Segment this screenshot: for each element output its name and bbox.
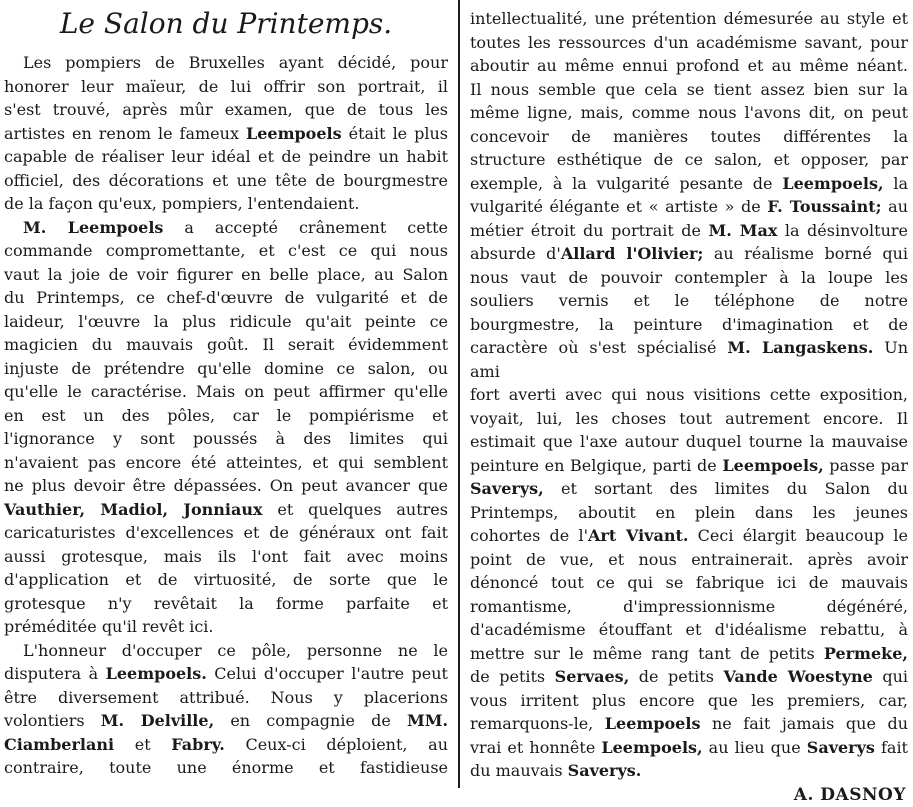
text-run: passe par xyxy=(823,455,908,475)
emphasized-name: F. Toussaint; xyxy=(767,197,882,216)
text-run: souliers vernis et le téléphone de notre xyxy=(470,291,908,310)
text-run: contraire, toute une énorme et fastidieuse xyxy=(4,758,448,777)
text-line xyxy=(4,239,448,263)
text-run: a accepté crânement cette xyxy=(163,217,449,237)
text-run: intellectualité, une prétention démesurée au style et xyxy=(470,9,908,28)
text-run: au lieu que xyxy=(702,737,807,757)
emphasized-name: M. Max xyxy=(708,220,778,240)
emphasized-name: M. Langaskens. xyxy=(727,338,874,357)
text-run: L'honneur d'occuper ce pôle, personne ne le xyxy=(23,640,448,660)
text-run: commande compromettante, et c'est ce qui nous xyxy=(4,241,448,260)
text-run: s'est trouvé, après mûr examen, que de tous les xyxy=(4,100,448,119)
text-line xyxy=(470,524,908,548)
text-run: fait xyxy=(874,737,908,757)
text-line xyxy=(4,169,448,193)
text-run: vulgarité élégante et « artiste » de xyxy=(470,197,768,216)
text-line xyxy=(470,501,908,525)
text-line xyxy=(470,689,908,713)
text-run: bourgmestre, la peinture d'imagination et de xyxy=(470,314,908,334)
text-line xyxy=(4,521,448,545)
text-line xyxy=(470,477,908,501)
emphasized-name: Saverys xyxy=(806,737,875,757)
text-line xyxy=(4,733,448,757)
text-line xyxy=(4,474,448,498)
text-run: Il nous semble que cela se tient assez bien sur la xyxy=(470,79,908,99)
emphasized-name: Leempoels, xyxy=(782,173,884,193)
text-run: nous vaut de pouvoir contempler à la loupe les xyxy=(470,267,908,287)
text-line xyxy=(470,195,908,219)
text-line xyxy=(4,286,448,310)
text-run: caricaturistes d'excellences et de généraux ont fait xyxy=(4,523,448,542)
text-line xyxy=(4,310,448,334)
text-run: exemple, à la vulgarité pesante de xyxy=(470,173,783,193)
text-run: peinture en Belgique, parti de xyxy=(470,455,723,475)
text-line xyxy=(470,759,908,783)
text-line xyxy=(4,75,448,99)
text-line xyxy=(470,266,908,290)
text-run: honorer leur maïeur, de lui offrir son portrait, il xyxy=(4,76,448,96)
text-run: n'avaient pas encore été atteintes, et qui semblent xyxy=(4,452,448,472)
text-run: être diversement attribué. Nous y placerions xyxy=(4,687,448,707)
text-run: disputera à xyxy=(4,664,106,683)
emphasized-name: Allard l'Olivier; xyxy=(560,244,704,263)
text-line xyxy=(470,7,908,31)
text-line xyxy=(470,289,908,313)
text-run: Printemps, aboutit en plein dans les jeunes xyxy=(470,502,908,522)
text-line xyxy=(470,78,908,102)
text-line xyxy=(4,216,448,240)
text-line xyxy=(470,571,908,595)
text-line xyxy=(470,31,908,55)
text-run: et sortant des limites du Salon du xyxy=(543,479,908,498)
text-line xyxy=(470,430,908,454)
text-line xyxy=(4,545,448,569)
text-run: était le plus xyxy=(341,123,448,143)
text-run: au réalisme borné qui xyxy=(703,244,908,263)
emphasized-name: Vande Woestyne xyxy=(723,667,873,686)
emphasized-name: Art Vivant. xyxy=(588,526,689,545)
text-line xyxy=(470,665,908,689)
text-run: de petits xyxy=(629,667,724,686)
text-line xyxy=(470,383,908,407)
text-run: en compagnie de xyxy=(214,711,408,730)
emphasized-name: M. Delville, xyxy=(100,711,215,730)
text-run: dénoncé tout ce qui se fabrique ici de mauvais xyxy=(470,573,908,592)
emphasized-name: Vauthier, Madiol, Jonniaux xyxy=(4,499,263,519)
text-line xyxy=(4,145,448,169)
text-line xyxy=(4,357,448,381)
text-run: Un ami xyxy=(470,338,908,381)
text-run: injuste de prétendre qu'elle domine ce salon, ou xyxy=(4,358,448,378)
text-run: même ligne, mais, comme nous l'avons dit, on peut xyxy=(470,103,908,122)
text-run: aboutir au même ennui profond et au même néant. xyxy=(470,56,908,75)
text-line xyxy=(470,618,908,642)
text-line xyxy=(470,101,908,125)
text-run: la xyxy=(883,173,908,193)
text-run: vous irritent plus encore que les premiers, car, xyxy=(470,690,908,710)
text-run: magicien du mauvais goût. Il serait évidemment xyxy=(4,335,448,354)
text-line xyxy=(470,712,908,736)
text-line xyxy=(4,404,448,428)
text-run: estimait que l'axe autour duquel tourne la mauvaise xyxy=(470,432,908,451)
text-run: laideur, l'œuvre la plus ridicule qu'ait peinte ce xyxy=(4,311,448,331)
text-run: mettre sur le même rang tant de petits xyxy=(470,643,824,663)
text-line xyxy=(470,148,908,172)
text-line xyxy=(470,336,908,383)
text-run: fort averti avec qui nous visitions cette exposition, xyxy=(470,385,908,404)
emphasized-name: Fabry. xyxy=(171,734,225,754)
right-column xyxy=(460,0,913,805)
text-line xyxy=(4,451,448,475)
left-column-text xyxy=(4,51,448,780)
text-run: d'académisme étouffant et d'idéalisme rebattu, à xyxy=(470,620,908,639)
text-line xyxy=(4,380,448,404)
text-line xyxy=(4,192,448,216)
text-run: ne fait jamais que du xyxy=(700,714,908,733)
text-run: du mauvais xyxy=(470,761,568,780)
text-run: romantisme, d'impressionnisme dégénéré, xyxy=(470,596,908,616)
emphasized-name: Leempoels xyxy=(245,123,342,143)
text-line xyxy=(4,709,448,733)
text-run: au xyxy=(881,197,909,216)
text-run: voyait, lui, les choses tout autrement encore. Il xyxy=(470,408,908,428)
text-run: Les pompiers de Bruxelles ayant décidé, pour xyxy=(23,53,448,72)
text-line xyxy=(4,263,448,287)
text-line xyxy=(470,548,908,572)
text-run: de la façon qu'eux, pompiers, l'entendaient. xyxy=(4,194,360,213)
text-run: et xyxy=(114,734,172,754)
text-run: aussi grotesque, mais ils l'ont fait avec moins xyxy=(4,546,448,566)
text-line xyxy=(4,662,448,686)
text-run: de petits xyxy=(470,667,555,686)
text-line xyxy=(4,639,448,663)
text-run: toutes les ressources d'un académisme savant, pour xyxy=(470,32,908,52)
text-run: d'application et de virtuosité, de sorte que le xyxy=(4,570,448,589)
emphasized-name: Leempoels, xyxy=(601,737,703,757)
text-run: absurde d' xyxy=(470,244,561,263)
text-run: en est un des pôles, car le pompiérisme et xyxy=(4,405,448,425)
emphasized-name: Ciamberlani xyxy=(4,734,115,754)
text-line xyxy=(4,98,448,122)
text-run: du Printemps, ce chef-d'œuvre de vulgarité et de xyxy=(4,288,448,307)
text-run: grotesque n'y revêtait la forme parfaite et xyxy=(4,593,448,613)
paragraph xyxy=(4,51,448,216)
text-line xyxy=(4,51,448,75)
text-line xyxy=(470,313,908,337)
text-run: capable de réaliser leur idéal et de peindre un habit xyxy=(4,147,448,166)
emphasized-name: Permeke, xyxy=(823,643,908,663)
text-run: point de vue, et nous entrainerait. après avoir xyxy=(470,549,908,569)
text-line xyxy=(470,219,908,243)
paragraph xyxy=(4,639,448,780)
article-title: Le Salon du Printemps. xyxy=(59,7,393,40)
text-run: officiel, des décorations et une tête de bourgmestre xyxy=(4,170,448,190)
text-run: caractère où s'est spécialisé xyxy=(470,338,728,357)
text-line xyxy=(4,592,448,616)
text-run: concevoir de manières toutes différentes la xyxy=(470,126,908,146)
text-run: remarquons-le, xyxy=(470,714,605,733)
text-line xyxy=(470,54,908,78)
text-run: Ceux-ci déploient, au xyxy=(224,734,448,754)
text-line xyxy=(470,172,908,196)
text-run: cohortes de l' xyxy=(470,526,588,545)
text-run: volontiers xyxy=(4,711,101,730)
text-line xyxy=(470,595,908,619)
text-line xyxy=(470,642,908,666)
text-run: ne plus devoir être dépassées. On peut avancer que xyxy=(4,476,448,495)
text-run: l'ignorance y sont poussés à des limites qui xyxy=(4,429,448,448)
text-line xyxy=(4,568,448,592)
paragraph xyxy=(4,216,448,639)
text-run: vaut la joie de voir figurer en belle place, au Salon xyxy=(4,264,448,284)
text-run: Celui d'occuper l'autre peut xyxy=(206,664,448,683)
text-run: et quelques autres xyxy=(262,499,448,519)
emphasized-name: MM. xyxy=(407,711,449,730)
text-run: structure esthétique de ce salon, et opposer, par xyxy=(470,150,908,169)
text-run: la désinvolture xyxy=(777,220,909,240)
emphasized-name: Saverys, xyxy=(470,479,544,498)
text-line xyxy=(470,407,908,431)
emphasized-name: Leempoels. xyxy=(105,664,207,683)
emphasized-name: Leempoels xyxy=(604,714,701,733)
paragraph xyxy=(470,7,908,783)
text-line xyxy=(4,333,448,357)
text-run: qu'elle le caractérise. Mais on peut affirmer qu'elle xyxy=(4,382,448,401)
text-line xyxy=(470,125,908,149)
text-run: Ceci élargit beaucoup le xyxy=(688,526,909,545)
left-column xyxy=(0,0,458,788)
text-line xyxy=(4,756,448,780)
author-signature: A. DASNOY xyxy=(793,784,906,805)
text-line xyxy=(4,498,448,522)
emphasized-name: Saverys. xyxy=(567,761,642,780)
text-line xyxy=(470,454,908,478)
text-line xyxy=(4,615,448,639)
text-run: métier étroit du portrait de xyxy=(470,220,709,240)
text-line xyxy=(470,242,908,266)
emphasized-name: M. Leempoels xyxy=(23,217,164,237)
right-column-text xyxy=(470,7,908,783)
text-line xyxy=(4,122,448,146)
emphasized-name: Leempoels, xyxy=(722,455,824,475)
text-run: qui xyxy=(872,667,909,686)
text-run: vrai et honnête xyxy=(470,737,602,757)
text-line xyxy=(470,736,908,760)
text-line xyxy=(4,427,448,451)
text-run: artistes en renom le fameux xyxy=(4,123,246,143)
text-line xyxy=(4,686,448,710)
emphasized-name: Servaes, xyxy=(554,667,630,686)
text-run: préméditée qu'il revêt ici. xyxy=(4,617,214,636)
